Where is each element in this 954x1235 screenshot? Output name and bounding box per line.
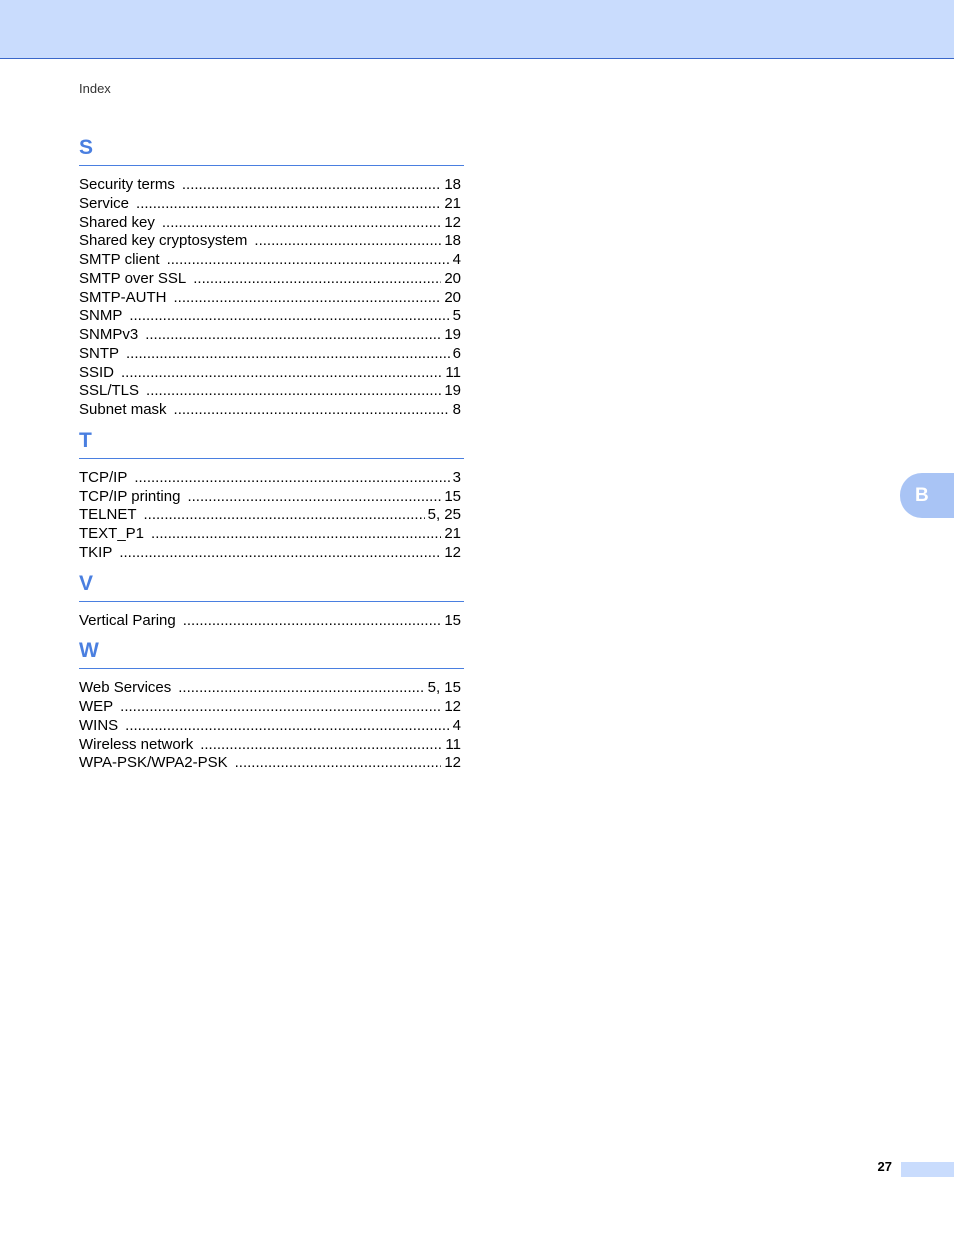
index-entry	[79, 612, 464, 631]
index-section	[79, 570, 464, 631]
index-entry	[79, 469, 464, 488]
entry-pages: 12	[444, 698, 461, 715]
header-band	[0, 0, 954, 59]
index-section	[79, 427, 464, 563]
index-entry	[79, 345, 464, 364]
index-section	[79, 637, 464, 773]
dot-leader	[183, 612, 442, 631]
entry-term: TCP/IP	[79, 468, 128, 486]
entry-pages: 21	[444, 525, 461, 542]
dot-leader	[167, 251, 450, 270]
index-entry	[79, 307, 464, 326]
dot-leader	[235, 754, 442, 773]
entry-list	[79, 669, 464, 773]
index-entry	[79, 698, 464, 717]
entry-term: Security terms	[79, 176, 175, 193]
dot-leader	[145, 326, 441, 345]
dot-leader	[129, 307, 449, 326]
entry-pages: 11	[445, 735, 461, 753]
entry-term: WEP	[79, 698, 114, 715]
entry-term: SNMP	[79, 307, 123, 325]
entry-term: TELNET	[79, 506, 137, 524]
index-entry	[79, 382, 464, 401]
entry-pages: 8	[452, 401, 461, 418]
entry-pages: 6	[452, 344, 461, 362]
index-entry	[79, 289, 464, 308]
index-entry	[79, 326, 464, 345]
entry-pages: 18	[444, 176, 461, 193]
entry-term: WINS	[79, 716, 119, 734]
section-letter: W	[79, 637, 464, 669]
index-entry	[79, 214, 464, 233]
section-letter: T	[79, 427, 464, 459]
index-entry	[79, 754, 464, 773]
entry-pages: 5	[452, 307, 461, 325]
entry-pages: 15	[444, 487, 461, 505]
entry-term: TEXT_P1	[79, 525, 145, 542]
entry-pages: 20	[444, 288, 461, 306]
dot-leader	[182, 176, 441, 195]
entry-term: TCP/IP printing	[79, 487, 181, 505]
entry-term: SMTP client	[79, 251, 160, 268]
index-entry	[79, 251, 464, 270]
entry-pages: 19	[444, 382, 461, 400]
dot-leader	[174, 289, 442, 308]
index-list	[79, 134, 464, 773]
dot-leader	[119, 544, 441, 563]
dot-leader	[174, 401, 450, 420]
dot-leader	[146, 382, 441, 401]
running-head: Index	[79, 81, 111, 96]
dot-leader	[120, 698, 441, 717]
dot-leader	[200, 736, 442, 755]
index-entry	[79, 525, 464, 544]
entry-pages: 4	[452, 716, 461, 734]
dot-leader	[125, 717, 449, 736]
entry-list	[79, 459, 464, 563]
entry-pages: 20	[444, 269, 461, 287]
index-entry	[79, 717, 464, 736]
entry-term: SNTP	[79, 344, 120, 362]
dot-leader	[151, 525, 441, 544]
index-entry	[79, 488, 464, 507]
entry-term: SMTP over SSL	[79, 269, 187, 287]
entry-term: Service	[79, 194, 130, 212]
index-entry	[79, 401, 464, 420]
dot-leader	[162, 214, 441, 233]
entry-term: TKIP	[79, 543, 113, 561]
entry-pages: 5, 25	[427, 506, 461, 524]
entry-pages: 3	[452, 468, 461, 486]
index-entry	[79, 506, 464, 525]
entry-pages: 15	[444, 611, 461, 629]
page-number: 27	[877, 1159, 892, 1174]
index-entry	[79, 232, 464, 251]
dot-leader	[254, 232, 441, 251]
index-entry	[79, 679, 464, 698]
entry-list	[79, 602, 464, 631]
entry-pages: 5, 15	[427, 679, 461, 697]
entry-term: Vertical Paring	[79, 611, 176, 629]
entry-pages: 12	[444, 754, 461, 772]
entry-pages: 21	[444, 194, 461, 212]
index-entry	[79, 195, 464, 214]
entry-term: Wireless network	[79, 735, 194, 753]
entry-pages: 12	[444, 543, 461, 561]
index-entry	[79, 270, 464, 289]
section-letter: S	[79, 134, 464, 166]
dot-leader	[126, 345, 450, 364]
entry-term: Subnet mask	[79, 401, 167, 418]
dot-leader	[134, 469, 449, 488]
entry-list	[79, 166, 464, 420]
index-entry	[79, 364, 464, 383]
dot-leader	[136, 195, 441, 214]
entry-term: Shared key cryptosystem	[79, 232, 248, 250]
entry-term: SMTP-AUTH	[79, 288, 167, 306]
footer-bar	[901, 1162, 954, 1177]
entry-pages: 11	[445, 363, 461, 381]
entry-term: WPA-PSK/WPA2-PSK	[79, 754, 228, 772]
entry-term: SSL/TLS	[79, 382, 140, 400]
entry-term: Web Services	[79, 679, 172, 697]
dot-leader	[193, 270, 441, 289]
index-entry	[79, 544, 464, 563]
entry-pages: 19	[444, 326, 461, 343]
entry-pages: 18	[444, 232, 461, 250]
section-letter: V	[79, 570, 464, 602]
index-section	[79, 134, 464, 420]
index-entry	[79, 176, 464, 195]
dot-leader	[187, 488, 441, 507]
entry-term: SSID	[79, 363, 115, 381]
dot-leader	[144, 506, 425, 525]
entry-pages: 4	[452, 251, 461, 268]
chapter-tab: B	[900, 473, 954, 518]
dot-leader	[121, 364, 442, 383]
entry-pages: 12	[444, 213, 461, 231]
entry-term: Shared key	[79, 213, 155, 231]
dot-leader	[178, 679, 424, 698]
index-entry	[79, 736, 464, 755]
entry-term: SNMPv3	[79, 326, 139, 343]
